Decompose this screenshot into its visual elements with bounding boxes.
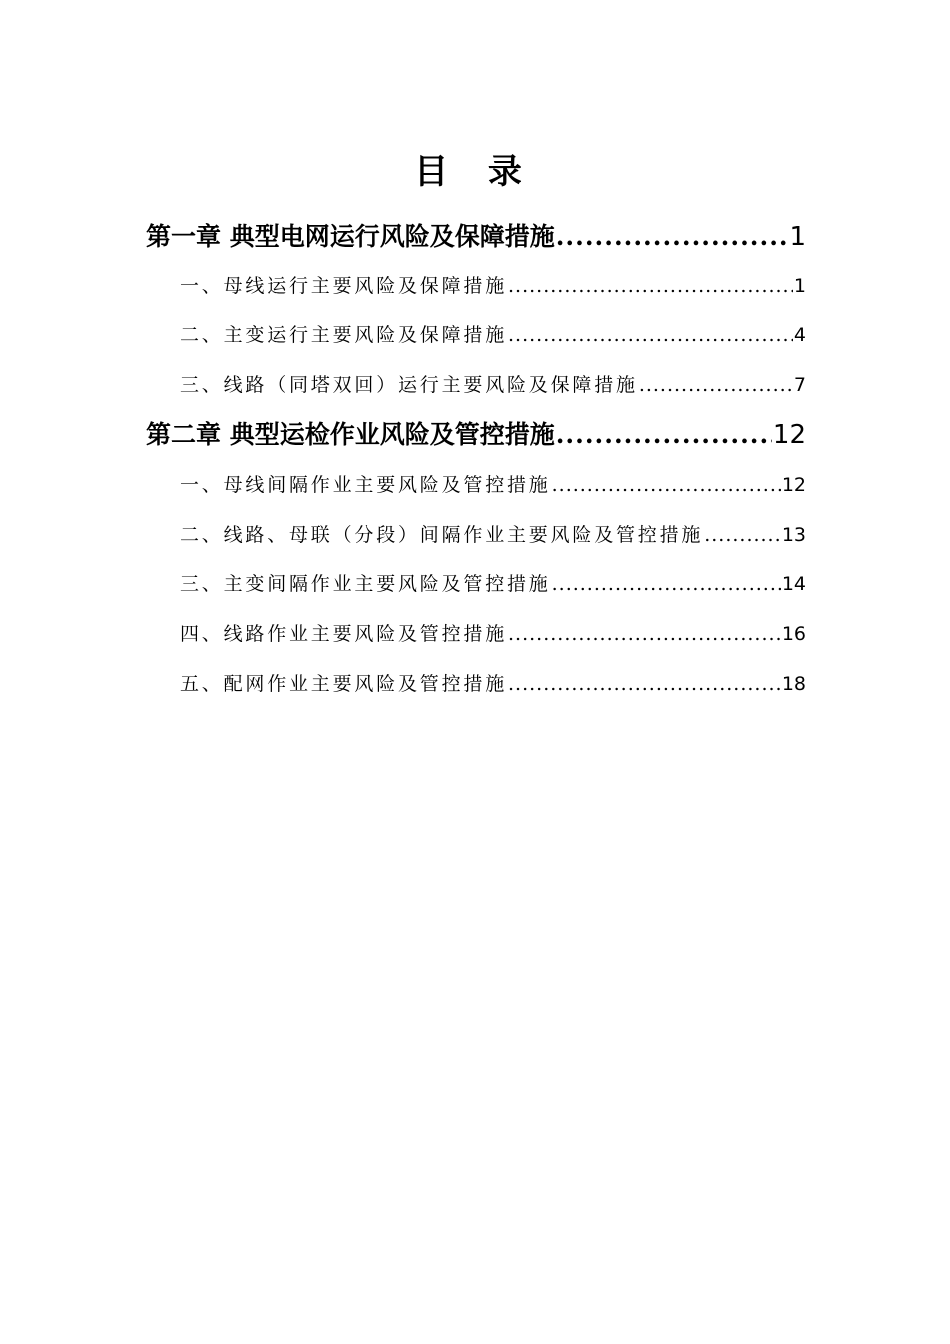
toc-dot-leader: [508, 320, 793, 350]
toc-section-label: 五、配网作业主要风险及管控措施: [180, 673, 508, 695]
toc-dot-leader: [556, 218, 789, 256]
toc-section-1-2[interactable]: [180, 320, 806, 350]
toc-dot-leader: [552, 569, 781, 599]
toc-dot-leader: [556, 416, 772, 454]
toc-chapter-label: 第一章 典型电网运行风险及保障措施: [146, 222, 555, 251]
toc-dot-leader: [639, 370, 793, 400]
toc-section-2-1[interactable]: [180, 470, 806, 500]
toc-page-number: 1: [789, 222, 806, 252]
toc-dot-leader: [704, 520, 781, 550]
toc-section-label: 一、母线间隔作业主要风险及管控措施: [180, 474, 551, 496]
toc-section-label: 三、主变间隔作业主要风险及管控措施: [180, 573, 551, 595]
toc-page-number: 14: [781, 573, 806, 595]
toc-title: 目 录: [414, 152, 536, 192]
toc-section-label: 一、母线运行主要风险及保障措施: [180, 275, 508, 297]
toc-section-2-3[interactable]: [180, 569, 806, 599]
toc-dot-leader: [508, 619, 781, 649]
toc-dot-leader: [508, 669, 781, 699]
toc-page-number: 13: [781, 524, 806, 546]
toc-section-2-5[interactable]: [180, 669, 806, 699]
toc-dot-leader: [508, 271, 793, 301]
toc-page-number: 18: [781, 673, 806, 695]
toc-section-label: 二、线路、母联（分段）间隔作业主要风险及管控措施: [180, 524, 704, 546]
toc-page-number: 7: [793, 374, 806, 396]
toc-page-number: 4: [793, 324, 806, 346]
toc-chapter-label: 第二章 典型运检作业风险及管控措施: [146, 420, 555, 449]
toc-section-1-1[interactable]: [180, 271, 806, 301]
toc-section-label: 四、线路作业主要风险及管控措施: [180, 623, 508, 645]
toc-page-number: 16: [781, 623, 806, 645]
toc-chapter-2[interactable]: [146, 416, 806, 454]
toc-page-number: 12: [772, 420, 806, 450]
toc-section-label: 三、线路（同塔双回）运行主要风险及保障措施: [180, 374, 638, 396]
toc-page-number: 12: [781, 474, 806, 496]
toc-section-2-4[interactable]: [180, 619, 806, 649]
toc-dot-leader: [552, 470, 781, 500]
toc-section-2-2[interactable]: [180, 520, 806, 550]
toc-page-number: 1: [793, 275, 806, 297]
toc-chapter-1[interactable]: [146, 218, 806, 256]
toc-section-1-3[interactable]: [180, 370, 806, 400]
toc-section-label: 二、主变运行主要风险及保障措施: [180, 324, 508, 346]
